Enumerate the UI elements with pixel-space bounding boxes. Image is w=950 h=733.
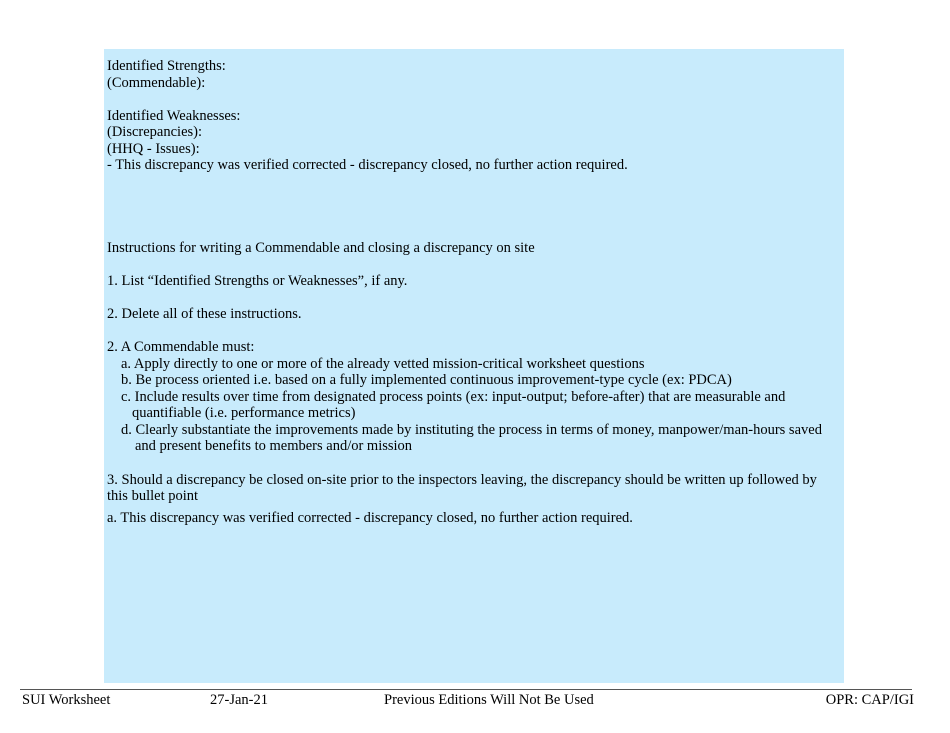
footer-opr: OPR: CAP/IGI xyxy=(825,692,914,708)
worksheet-content-area[interactable] xyxy=(104,49,844,683)
commendable-criterion-c: c. Include results over time from designated process points (ex: input-output; before-after) that are measurable and quantifiable (i.e. performance metrics) xyxy=(121,389,786,421)
instruction-step-3: 3. Should a discrepancy be closed on-site prior to the inspectors leaving, the discrepancy should be written up followed by this bullet point xyxy=(107,472,817,504)
commendable-criterion-b: b. Be process oriented i.e. based on a fully implemented continuous improvement-type cycle (ex: PDCA) xyxy=(121,372,732,388)
hhq-issues-label: (HHQ - Issues): xyxy=(107,141,200,157)
weaknesses-heading: Identified Weaknesses: xyxy=(107,108,241,124)
discrepancy-closed-note: - This discrepancy was verified corrected - discrepancy closed, no further action required. xyxy=(107,157,628,173)
instructions-title: Instructions for writing a Commendable and closing a discrepancy on site xyxy=(107,240,535,256)
instruction-step-3-bullet-a: a. This discrepancy was verified corrected - discrepancy closed, no further action required. xyxy=(107,510,633,526)
discrepancies-label: (Discrepancies): xyxy=(107,124,203,140)
commendable-criterion-d: d. Clearly substantiate the improvements made by instituting the process in terms of money, manpower/man-hours saved and present benefits to members and/or mission xyxy=(121,422,822,454)
footer-notice: Previous Editions Will Not Be Used xyxy=(384,692,594,708)
instruction-step-2-delete: 2. Delete all of these instructions. xyxy=(107,306,302,322)
commendable-label: (Commendable): xyxy=(107,75,206,91)
footer-date: 27-Jan-21 xyxy=(210,692,268,708)
instruction-step-1: 1. List “Identified Strengths or Weaknesses”, if any. xyxy=(107,273,408,289)
strengths-heading: Identified Strengths: xyxy=(107,58,226,74)
instruction-step-2-commendable: 2. A Commendable must: xyxy=(107,339,255,355)
footer-form-name: SUI Worksheet xyxy=(22,692,111,708)
commendable-criterion-a: a. Apply directly to one or more of the already vetted mission-critical worksheet questions xyxy=(121,356,645,372)
footer-divider xyxy=(20,689,912,690)
